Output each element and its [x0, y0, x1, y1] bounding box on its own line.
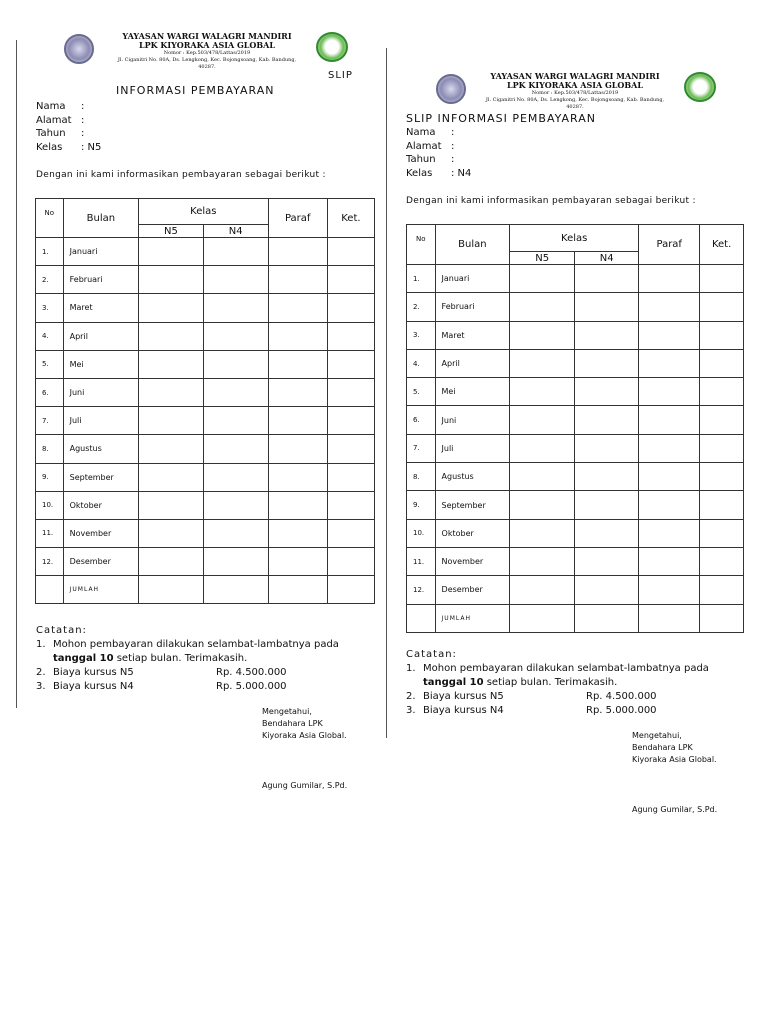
row-number: [36, 576, 64, 604]
header-kelas: Kelas: [510, 225, 639, 252]
field-alamat-label: Alamat: [36, 114, 72, 126]
cell-n5: [139, 435, 204, 463]
table-row: [36, 322, 375, 350]
cell-ket: [327, 435, 374, 463]
cell-ket: [327, 548, 374, 576]
table-row: [407, 519, 744, 547]
sign-line-2: Bendahara LPK: [262, 719, 323, 728]
cell-paraf: [268, 435, 327, 463]
field-nama-label: Nama: [406, 127, 436, 138]
table-row: [36, 407, 375, 435]
cell-n5: [510, 491, 575, 519]
left-org-header: [110, 32, 304, 71]
table-row: [36, 238, 375, 266]
right-signer-name: Agung Gumilar, S.Pd.: [632, 805, 718, 814]
header-paraf: Paraf: [639, 225, 700, 265]
cell-n5: [139, 378, 204, 406]
table-row: [407, 434, 744, 462]
cell-paraf: [268, 463, 327, 491]
header-n4: N4: [203, 225, 268, 238]
slip-label: SLIP: [328, 70, 353, 81]
sign-line-3: Kiyoraka Asia Global.: [262, 731, 347, 740]
table-row: [407, 576, 744, 604]
note-1-num: 1.: [36, 639, 46, 650]
org-subname: LPK KIYORAKA ASIA GLOBAL: [139, 40, 275, 50]
row-number: 10.: [36, 491, 64, 519]
header-kelas: Kelas: [139, 199, 269, 225]
right-payment-table: [406, 224, 744, 633]
cell-n5: [139, 491, 204, 519]
org-address: Jl. Ciganitri No. 80A, Ds. Lengkong, Kec. Bojongsoang, Kab. Bandung, 40287.: [117, 57, 297, 70]
table-row: [407, 378, 744, 406]
row-number: 1.: [407, 265, 436, 293]
cell-paraf: [639, 406, 700, 434]
cell-ket: [700, 547, 744, 575]
field-kelas-label: Kelas: [36, 141, 63, 153]
cell-n4: [203, 435, 268, 463]
row-number: 7.: [36, 407, 64, 435]
cell-n5: [510, 349, 575, 377]
field-tahun-value: :: [81, 128, 85, 139]
table-row-total: [407, 604, 744, 632]
row-month: November: [63, 519, 138, 547]
row-number: 4.: [36, 322, 64, 350]
row-month: Mei: [63, 350, 138, 378]
note-2-num: 2.: [36, 667, 46, 678]
cell-paraf: [268, 266, 327, 294]
cell-n4: [575, 349, 639, 377]
cell-paraf: [268, 491, 327, 519]
cell-n4: [203, 519, 268, 547]
field-kelas-label: Kelas: [406, 167, 433, 179]
field-alamat-value: :: [81, 114, 85, 126]
cell-ket: [327, 463, 374, 491]
cell-n4: [203, 548, 268, 576]
total-label: JUMLAH: [63, 576, 138, 604]
note-3-num: 3.: [406, 705, 416, 716]
field-alamat-label: Alamat: [406, 140, 442, 152]
row-number: [407, 604, 436, 632]
cell-n4: [203, 463, 268, 491]
row-number: 6.: [407, 406, 436, 434]
left-title: INFORMASI PEMBAYARAN: [116, 84, 275, 97]
cell-n5: [510, 463, 575, 491]
cell-n5: [510, 321, 575, 349]
row-number: 6.: [36, 378, 64, 406]
table-body: [36, 238, 375, 604]
cell-ket: [327, 238, 374, 266]
cell-n4: [575, 406, 639, 434]
cell-n5: [510, 378, 575, 406]
note-1-text: Mohon pembayaran dilakukan selambat-lambatnya pada: [423, 663, 709, 674]
cell-paraf: [639, 349, 700, 377]
row-number: 2.: [407, 293, 436, 321]
field-tahun-value: :: [451, 154, 455, 165]
note-3-price: Rp. 5.000.000: [216, 681, 287, 692]
cell-ket: [327, 576, 374, 604]
note-3-price: Rp. 5.000.000: [586, 705, 657, 716]
note-1-bold: tanggal 10: [53, 653, 114, 664]
left-intro: Dengan ini kami informasikan pembayaran sebagai berikut :: [36, 170, 326, 180]
row-number: 5.: [36, 350, 64, 378]
cell-n5: [139, 519, 204, 547]
slip-left: [0, 28, 384, 790]
header-paraf: Paraf: [268, 199, 327, 238]
field-nama-value: :: [451, 127, 455, 138]
cell-n4: [575, 604, 639, 632]
cell-n4: [203, 238, 268, 266]
cell-n4: [575, 519, 639, 547]
left-payment-table: [35, 198, 375, 604]
table-row: [407, 293, 744, 321]
cell-ket: [700, 406, 744, 434]
header-n4: N4: [575, 252, 639, 265]
table-row: [36, 350, 375, 378]
row-month: November: [435, 547, 510, 575]
note-2-price: Rp. 4.500.000: [216, 667, 287, 678]
table-row: [36, 491, 375, 519]
row-number: 12.: [36, 548, 64, 576]
row-number: 12.: [407, 576, 436, 604]
notes-title: Catatan:: [36, 625, 87, 636]
field-kelas-value: : N4: [451, 167, 472, 179]
right-intro: Dengan ini kami informasikan pembayaran sebagai berikut :: [406, 196, 696, 206]
note-2-text: Biaya kursus N5: [423, 691, 504, 702]
cell-n5: [510, 265, 575, 293]
cell-paraf: [268, 519, 327, 547]
left-signer-name: Agung Gumilar, S.Pd.: [262, 781, 348, 790]
field-nama-label: Nama: [36, 101, 66, 112]
right-org-header: [480, 72, 670, 111]
cell-n5: [510, 293, 575, 321]
table-row: [407, 491, 744, 519]
row-month: Oktober: [435, 519, 510, 547]
cell-ket: [327, 407, 374, 435]
row-month: Juli: [435, 434, 510, 462]
cell-n5: [139, 548, 204, 576]
right-fields: [406, 126, 471, 180]
cell-paraf: [639, 265, 700, 293]
cell-n5: [139, 322, 204, 350]
row-number: 2.: [36, 266, 64, 294]
row-month: April: [63, 322, 138, 350]
org-name: YAYASAN WARGI WALAGRI MANDIRI: [122, 31, 292, 41]
right-title: SLIP INFORMASI PEMBAYARAN: [406, 112, 596, 125]
row-month: Januari: [435, 265, 510, 293]
cell-paraf: [268, 378, 327, 406]
header-no: No: [407, 225, 436, 265]
cell-ket: [700, 463, 744, 491]
cell-n5: [510, 604, 575, 632]
cell-paraf: [268, 407, 327, 435]
cell-n5: [510, 434, 575, 462]
table-row: [407, 463, 744, 491]
field-tahun-label: Tahun: [406, 154, 436, 165]
row-month: Agustus: [435, 463, 510, 491]
cell-n4: [203, 350, 268, 378]
header-ket: Ket.: [327, 199, 374, 238]
cell-n5: [510, 547, 575, 575]
note-1-text: Mohon pembayaran dilakukan selambat-lambatnya pada: [53, 639, 339, 650]
row-month: Februari: [435, 293, 510, 321]
cell-n4: [203, 294, 268, 322]
cell-n4: [575, 576, 639, 604]
row-month: April: [435, 349, 510, 377]
cell-paraf: [268, 322, 327, 350]
row-month: Juli: [63, 407, 138, 435]
row-number: 3.: [36, 294, 64, 322]
cell-n4: [575, 463, 639, 491]
row-number: 11.: [407, 547, 436, 575]
header-bulan: Bulan: [435, 225, 510, 265]
cell-n4: [575, 434, 639, 462]
cell-n5: [139, 350, 204, 378]
cell-n4: [575, 321, 639, 349]
row-month: September: [435, 491, 510, 519]
row-month: Januari: [63, 238, 138, 266]
row-number: 9.: [407, 491, 436, 519]
cell-n5: [139, 294, 204, 322]
sign-line-1: Mengetahui,: [262, 707, 312, 716]
table-row: [36, 294, 375, 322]
slip-right: [384, 64, 768, 814]
org-license: Nomor : Kep.503/478/Lattas/2019: [531, 90, 619, 96]
cell-n4: [203, 266, 268, 294]
cell-ket: [327, 322, 374, 350]
org-address: Jl. Ciganitri No. 80A, Ds. Lengkong, Kec. Bojongsoang, Kab. Bandung, 40287.: [485, 97, 665, 110]
org-subname: LPK KIYORAKA ASIA GLOBAL: [507, 80, 643, 90]
row-number: 1.: [36, 238, 64, 266]
cell-paraf: [639, 576, 700, 604]
note-1-rest: setiap bulan. Terimakasih.: [113, 653, 248, 664]
table-row: [407, 349, 744, 377]
cell-ket: [700, 491, 744, 519]
cell-n4: [575, 491, 639, 519]
row-number: 7.: [407, 434, 436, 462]
cell-paraf: [268, 576, 327, 604]
left-signature: [262, 706, 347, 742]
left-fields: [36, 100, 101, 154]
table-row: [36, 519, 375, 547]
header-n5: N5: [510, 252, 575, 265]
header-bulan: Bulan: [63, 199, 138, 238]
note-3-num: 3.: [36, 681, 46, 692]
left-emblem-icon: [64, 34, 94, 64]
header-no: No: [36, 199, 64, 238]
row-number: 8.: [36, 435, 64, 463]
row-number: 4.: [407, 349, 436, 377]
cell-ket: [327, 350, 374, 378]
cell-n5: [510, 406, 575, 434]
table-row: [407, 265, 744, 293]
cell-n4: [203, 491, 268, 519]
sign-line-3: Kiyoraka Asia Global.: [632, 755, 717, 764]
sign-line-2: Bendahara LPK: [632, 743, 693, 752]
sign-line-1: Mengetahui,: [632, 731, 682, 740]
left-notes: [36, 624, 366, 694]
notes-title: Catatan:: [406, 649, 457, 660]
right-logo-icon: [684, 72, 716, 102]
cell-ket: [700, 321, 744, 349]
row-number: 5.: [407, 378, 436, 406]
cell-ket: [327, 491, 374, 519]
cell-paraf: [639, 491, 700, 519]
table-row: [36, 266, 375, 294]
cell-paraf: [268, 294, 327, 322]
field-nama-value: :: [81, 101, 85, 112]
row-number: 10.: [407, 519, 436, 547]
cell-paraf: [639, 604, 700, 632]
cell-n5: [510, 519, 575, 547]
right-emblem-icon: [436, 74, 466, 104]
cell-n5: [139, 576, 204, 604]
cell-paraf: [639, 378, 700, 406]
row-month: Juni: [63, 378, 138, 406]
cell-n5: [139, 407, 204, 435]
cell-ket: [700, 349, 744, 377]
note-1-bold: tanggal 10: [423, 677, 484, 688]
right-notes: [406, 648, 736, 718]
total-label: JUMLAH: [435, 604, 510, 632]
cell-ket: [700, 378, 744, 406]
row-month: Agustus: [63, 435, 138, 463]
cell-n5: [510, 576, 575, 604]
row-month: Desember: [63, 548, 138, 576]
cell-paraf: [639, 463, 700, 491]
cell-ket: [700, 576, 744, 604]
note-3-text: Biaya kursus N4: [53, 681, 134, 692]
row-number: 8.: [407, 463, 436, 491]
cell-paraf: [639, 519, 700, 547]
note-2-num: 2.: [406, 691, 416, 702]
cell-ket: [327, 519, 374, 547]
row-month: Desember: [435, 576, 510, 604]
cell-n4: [203, 322, 268, 350]
cell-paraf: [639, 434, 700, 462]
field-alamat-value: :: [451, 140, 455, 152]
row-number: 3.: [407, 321, 436, 349]
org-name: YAYASAN WARGI WALAGRI MANDIRI: [490, 71, 660, 81]
cell-n5: [139, 266, 204, 294]
cell-ket: [327, 378, 374, 406]
table-body: [407, 265, 744, 633]
row-month: Maret: [63, 294, 138, 322]
cell-n4: [575, 293, 639, 321]
cell-paraf: [639, 321, 700, 349]
cell-n4: [203, 576, 268, 604]
table-row-total: [36, 576, 375, 604]
note-2-text: Biaya kursus N5: [53, 667, 134, 678]
left-logo-icon: [316, 32, 348, 62]
row-number: 11.: [36, 519, 64, 547]
row-number: 9.: [36, 463, 64, 491]
right-signature: [632, 730, 717, 766]
table-row: [36, 463, 375, 491]
cell-ket: [700, 434, 744, 462]
cell-n4: [203, 407, 268, 435]
table-row: [407, 406, 744, 434]
cell-n4: [575, 265, 639, 293]
row-month: Februari: [63, 266, 138, 294]
row-month: Maret: [435, 321, 510, 349]
cell-paraf: [268, 548, 327, 576]
table-row: [36, 378, 375, 406]
cell-n4: [203, 378, 268, 406]
cell-paraf: [639, 293, 700, 321]
table-row: [36, 548, 375, 576]
cell-ket: [327, 266, 374, 294]
note-2-price: Rp. 4.500.000: [586, 691, 657, 702]
cell-paraf: [268, 350, 327, 378]
table-row: [407, 321, 744, 349]
note-3-text: Biaya kursus N4: [423, 705, 504, 716]
cell-ket: [700, 265, 744, 293]
table-row: [407, 547, 744, 575]
cell-ket: [700, 519, 744, 547]
field-tahun-label: Tahun: [36, 128, 66, 139]
cell-n4: [575, 547, 639, 575]
cell-n5: [139, 238, 204, 266]
org-license: Nomor : Kep.503/478/Lattas/2019: [163, 50, 251, 56]
cell-ket: [327, 294, 374, 322]
header-n5: N5: [139, 225, 204, 238]
cell-n4: [575, 378, 639, 406]
row-month: Mei: [435, 378, 510, 406]
field-kelas-value: : N5: [81, 141, 102, 153]
row-month: Oktober: [63, 491, 138, 519]
table-row: [36, 435, 375, 463]
cell-n5: [139, 463, 204, 491]
header-ket: Ket.: [700, 225, 744, 265]
row-month: September: [63, 463, 138, 491]
cell-ket: [700, 604, 744, 632]
cell-paraf: [639, 547, 700, 575]
note-1-rest: setiap bulan. Terimakasih.: [483, 677, 618, 688]
cell-paraf: [268, 238, 327, 266]
cell-ket: [700, 293, 744, 321]
row-month: Juni: [435, 406, 510, 434]
note-1-num: 1.: [406, 663, 416, 674]
